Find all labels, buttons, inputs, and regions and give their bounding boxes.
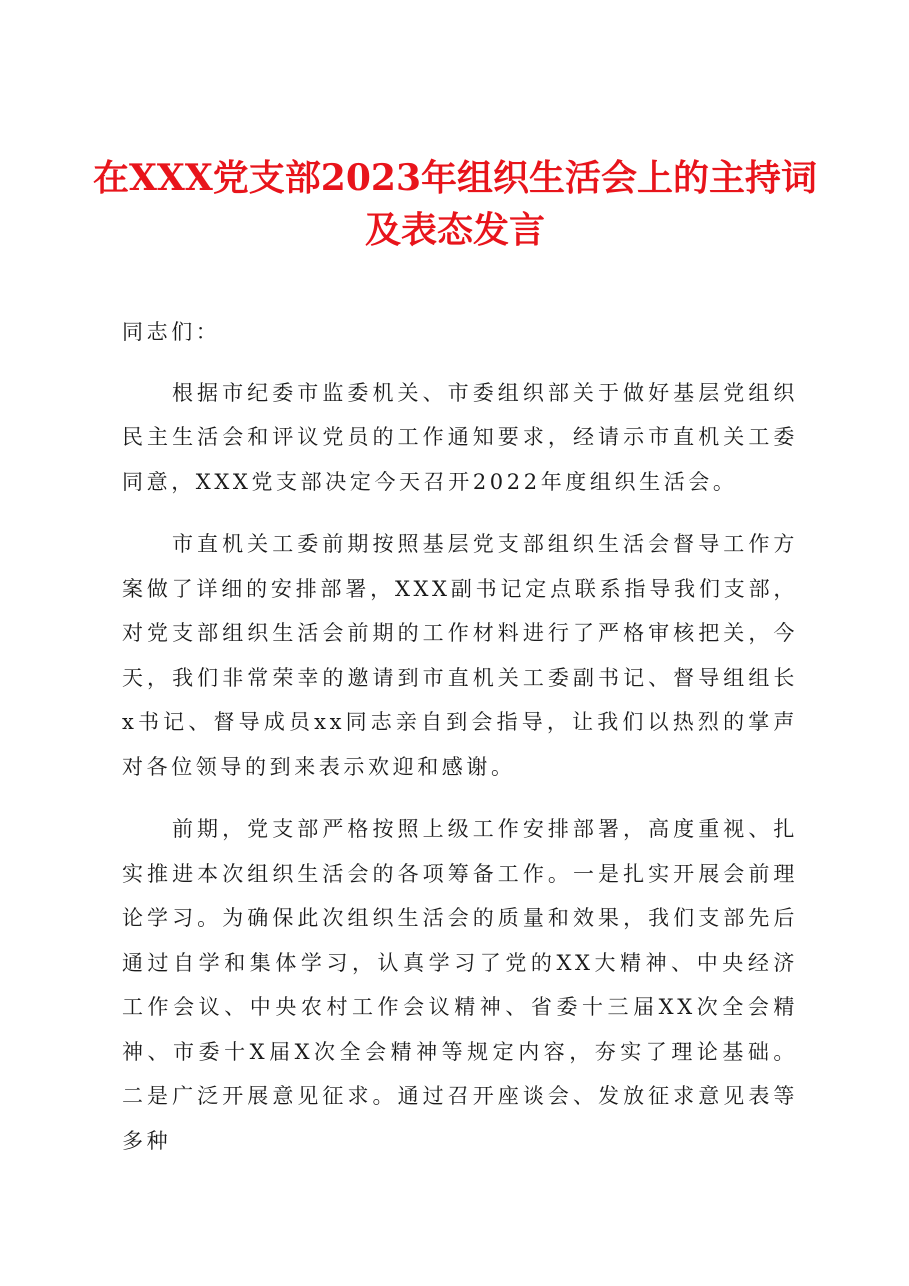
paragraph-1: 根据市纪委市监委机关、市委组织部关于做好基层党组织民主生活会和评议党员的工作通知要求，经请示市直机关工委同意，XXX党支部决定今天召开2022年度组织生活会。 bbox=[122, 380, 798, 494]
salutation: 同志们： bbox=[122, 320, 221, 344]
document-title: 在XXX党支部2023年组织生活会上的主持词及表态发言 bbox=[93, 157, 817, 251]
document-body bbox=[122, 310, 798, 1163]
paragraph-2: 市直机关工委前期按照基层党支部组织生活会督导工作方案做了详细的安排部署，XXX副书记定点联系指导我们支部，对党支部组织生活会前期的工作材料进行了严格审核把关，今天，我们非常荣幸的邀请到市直机关工委副书记、督导组组长x书记、督导成员xx同志亲自到会指导，让我们以热烈的掌声对各位领导的到来表示欢迎和感谢。 bbox=[122, 532, 798, 779]
paragraph-3: 前期，党支部严格按照上级工作安排部署，高度重视、扎实推进本次组织生活会的各项筹备工作。一是扎实开展会前理论学习。为确保此次组织生活会的质量和效果，我们支部先后通过自学和集体学习，认真学习了党的XX大精神、中央经济工作会议、中央农村工作会议精神、省委十三届XX次全会精神、市委十X届X次全会精神等规定内容，夯实了理论基础。二是广泛开展意见征求。通过召开座谈会、发放征求意见表等多种 bbox=[122, 817, 798, 1153]
